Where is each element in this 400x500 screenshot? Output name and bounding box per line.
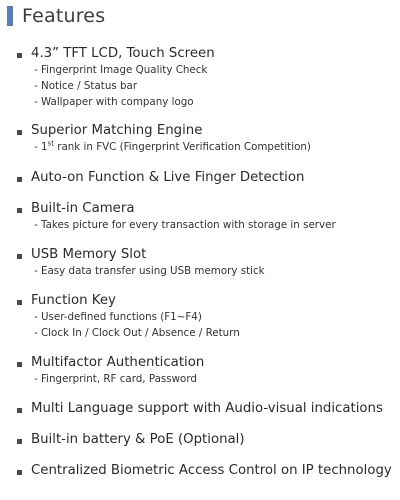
- page-title: Features: [22, 5, 106, 27]
- rank-superscript: st: [47, 139, 54, 148]
- bullet-icon: [17, 208, 22, 213]
- feature-subitem: - Notice / Status bar: [34, 80, 138, 92]
- bullet-icon: [17, 177, 22, 182]
- feature-subitem: - Fingerprint Image Quality Check: [34, 64, 208, 76]
- feature-subitem: - Easy data transfer using USB memory stick: [34, 265, 265, 277]
- feature-title: Built-in Camera: [31, 201, 135, 216]
- bullet-icon: [17, 300, 22, 305]
- feature-title: Auto-on Function & Live Finger Detection: [31, 170, 305, 185]
- feature-title: Centralized Biometric Access Control on IP technology: [31, 463, 392, 478]
- feature-subitem: - Takes picture for every transaction with storage in server: [34, 219, 336, 231]
- feature-subitem-rank: [34, 140, 311, 155]
- feature-title: Multi Language support with Audio-visual indications: [31, 401, 383, 416]
- bullet-icon: [17, 254, 22, 259]
- feature-title: Function Key: [31, 293, 116, 308]
- feature-title: Superior Matching Engine: [31, 123, 203, 138]
- bullet-icon: [17, 53, 22, 58]
- bullet-icon: [17, 130, 22, 135]
- bullet-icon: [17, 408, 22, 413]
- rank-prefix: - 1: [34, 141, 48, 153]
- rank-suffix: rank in FVC (Fingerprint Verification Competition): [53, 141, 311, 153]
- feature-subitem: - User-defined functions (F1~F4): [34, 311, 202, 323]
- feature-title: USB Memory Slot: [31, 247, 147, 262]
- bullet-icon: [17, 470, 22, 475]
- feature-subitem: - Clock In / Clock Out / Absence / Return: [34, 327, 240, 339]
- bullet-icon: [17, 439, 22, 444]
- feature-title: 4.3” TFT LCD, Touch Screen: [31, 46, 215, 61]
- feature-subitem: - Wallpaper with company logo: [34, 96, 194, 108]
- feature-title: Built-in battery & PoE (Optional): [31, 432, 245, 447]
- bullet-icon: [17, 362, 22, 367]
- feature-subitem: - Fingerprint, RF card, Password: [34, 373, 197, 385]
- feature-title: Multifactor Authentication: [31, 355, 205, 370]
